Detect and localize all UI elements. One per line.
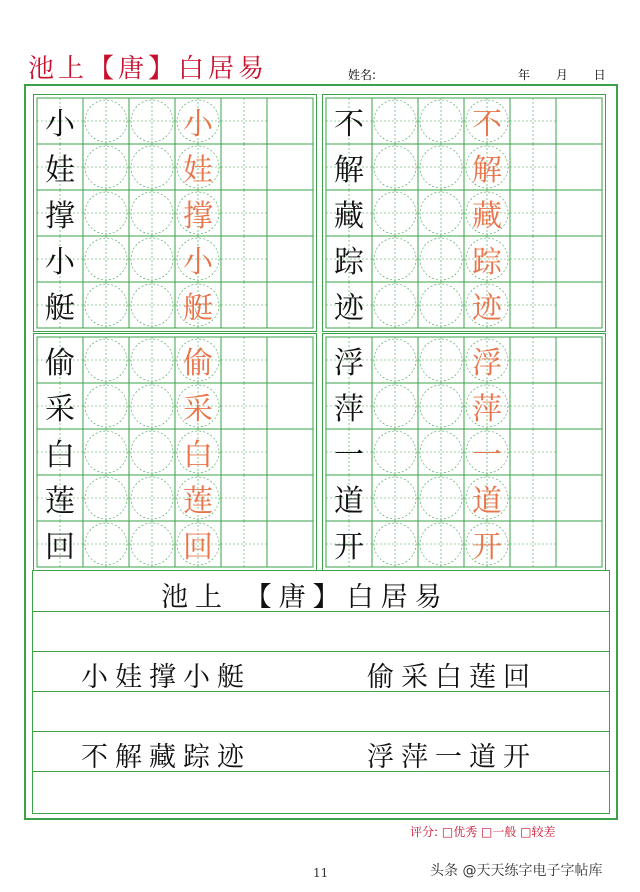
trace-character: 解 <box>472 153 502 188</box>
model-character: 一 <box>334 438 364 473</box>
model-character: 采 <box>45 392 75 427</box>
practice-rule <box>33 731 609 732</box>
grid-block <box>33 94 317 332</box>
model-character: 小 <box>45 107 75 142</box>
practice-line-3b: 浮萍一道开 <box>367 742 537 773</box>
trace-character: 艇 <box>183 291 213 326</box>
trace-character: 萍 <box>472 392 502 427</box>
trace-character: 不 <box>472 107 502 142</box>
score-row: 评分: □优秀 □一般 □较差 <box>410 825 556 839</box>
model-character: 迹 <box>334 291 364 326</box>
trace-character: 藏 <box>472 199 502 234</box>
model-character: 莲 <box>45 484 75 519</box>
watermark: 头条 @天天练字电子字帖库 <box>430 863 603 879</box>
model-character: 不 <box>334 107 364 142</box>
grid-block <box>33 333 317 571</box>
model-character: 娃 <box>45 153 75 188</box>
model-character: 白 <box>45 438 75 473</box>
trace-character: 采 <box>183 392 213 427</box>
practice-line-2a: 小娃撑小艇 <box>81 662 251 693</box>
grid-block <box>322 94 606 332</box>
model-character: 开 <box>334 530 364 565</box>
model-character: 艇 <box>45 291 75 326</box>
date-label: 年 月 日 <box>518 68 606 82</box>
page-number: 11 <box>313 866 329 880</box>
name-label: 姓名: <box>348 68 377 82</box>
model-character: 解 <box>334 153 364 188</box>
practice-area <box>32 570 610 814</box>
model-character: 踪 <box>334 245 364 280</box>
trace-character: 迹 <box>472 291 502 326</box>
trace-character: 回 <box>183 530 213 565</box>
model-character: 偷 <box>45 346 75 381</box>
model-character: 藏 <box>334 199 364 234</box>
trace-character: 白 <box>183 438 213 473</box>
model-character: 回 <box>45 530 75 565</box>
page-title: 池上【唐】白居易 <box>28 54 269 84</box>
trace-character: 撑 <box>183 199 213 234</box>
practice-rule <box>33 651 609 652</box>
trace-character: 浮 <box>472 346 502 381</box>
trace-character: 小 <box>183 245 213 280</box>
model-character: 萍 <box>334 392 364 427</box>
trace-character: 一 <box>472 438 502 473</box>
trace-character: 小 <box>183 107 213 142</box>
trace-character: 踪 <box>472 245 502 280</box>
model-character: 道 <box>334 484 364 519</box>
trace-character: 道 <box>472 484 502 519</box>
model-character: 浮 <box>334 346 364 381</box>
trace-character: 莲 <box>183 484 213 519</box>
practice-title-line: 池上 【唐】白居易 <box>161 582 449 613</box>
grid-block <box>322 333 606 571</box>
model-character: 撑 <box>45 199 75 234</box>
trace-character: 偷 <box>183 346 213 381</box>
trace-character: 娃 <box>183 153 213 188</box>
practice-line-3a: 不解藏踪迹 <box>81 742 251 773</box>
practice-line-2b: 偷采白莲回 <box>367 662 537 693</box>
trace-character: 开 <box>472 530 502 565</box>
model-character: 小 <box>45 245 75 280</box>
